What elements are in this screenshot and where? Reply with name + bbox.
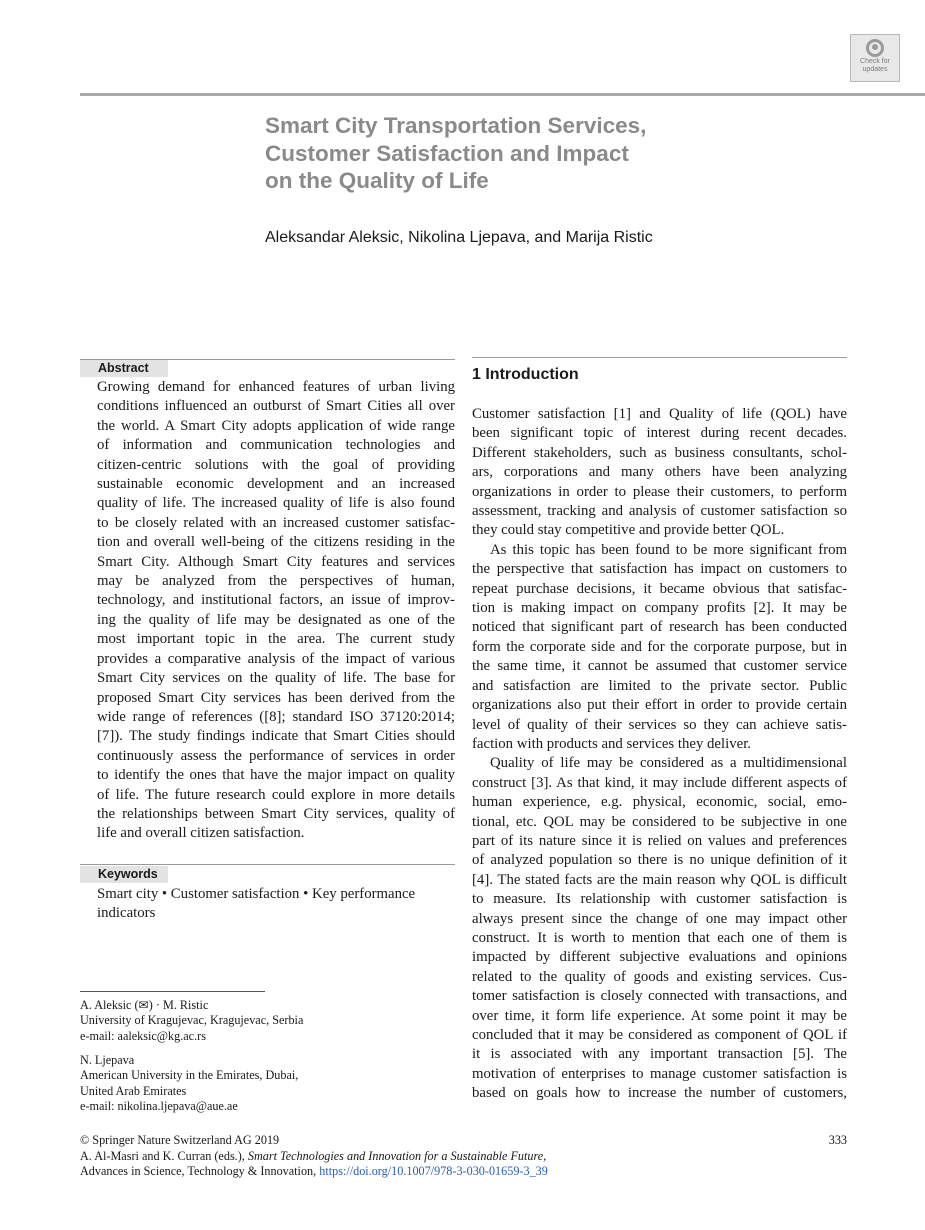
text-line: tion is making impact on company profits [2]. It may be xyxy=(472,600,847,617)
text-line: been significant topic of interest during recent decades. xyxy=(472,425,847,442)
footer-series-row xyxy=(80,1164,847,1180)
text-line: concluded that it may be considered as component of QOL if xyxy=(472,1027,847,1043)
abstract-text xyxy=(97,378,455,844)
text-line: of information and communication technologies and xyxy=(97,437,455,454)
text-line: the relationships between Smart City services, quality of xyxy=(97,805,455,822)
text-line: tion and overall well-being of the citizens residing in the xyxy=(97,534,455,551)
keywords-body xyxy=(97,885,455,924)
footer-copyright-row xyxy=(80,1133,847,1149)
abstract-label: Abstract xyxy=(80,360,168,377)
title-line-3: on the Quality of Life xyxy=(265,168,489,193)
text-line: tomer satisfaction is closely connected with transactions, and xyxy=(472,988,847,1005)
text-line: sustainable economic development and an increased xyxy=(97,476,455,493)
title-line-1: Smart City Transportation Services, xyxy=(265,113,647,138)
text-line: related to the quality of goods and existing services. Cus- xyxy=(472,968,847,985)
text-line: always present since the change of one may impact other xyxy=(472,910,847,927)
text-line: ing the quality of life may be designated as one of the xyxy=(97,611,455,628)
text-line: part of its nature since it is relied on values and preferences xyxy=(472,832,847,849)
crossmark-icon xyxy=(866,39,884,57)
text-line: may be analyzed from the perspectives of human, xyxy=(97,573,455,590)
footer-copyright: © Springer Nature Switzerland AG 2019 xyxy=(80,1133,280,1147)
text-line: construct. It is worth to mention that each one of them is xyxy=(472,929,847,946)
text-line: to identify the ones that have the major impact on quality xyxy=(97,767,455,784)
introduction-rule xyxy=(472,357,847,358)
text-line: Smart City services on the quality of life. The base for xyxy=(97,670,455,687)
text-line: and satisfaction are limited to the private sector. Public xyxy=(472,677,847,694)
text-line: ars, corporations and many others have been analyzing xyxy=(472,464,847,481)
text-line: construct [3]. As that kind, it may include different aspects of xyxy=(472,774,847,791)
text-line: to measure. Its relationship with customer satisfaction is xyxy=(472,891,847,908)
affiliation-country-2: United Arab Emirates xyxy=(80,1083,187,1098)
text-line: conditions influenced an outburst of Smart Cities all over xyxy=(97,398,455,415)
badge-line-1: Check for xyxy=(860,58,890,65)
abstract-body xyxy=(97,378,455,844)
keywords-label: Keywords xyxy=(80,866,168,883)
affiliation-institution-2: American University in the Emirates, Dubai, xyxy=(80,1068,299,1083)
page-footer xyxy=(80,1133,847,1180)
text-line: they could stay competitive and provide better QOL. xyxy=(472,522,785,539)
text-line: wide range of references ([8]; standard ISO 37120:2014; xyxy=(97,708,455,725)
keywords-rule xyxy=(80,864,455,865)
text-line: over time, it form life experience. At some point it may be xyxy=(472,1007,847,1024)
page-number: 333 xyxy=(828,1133,847,1147)
text-line: based on goals how to increase the number of customers, xyxy=(472,1085,847,1102)
text-line: organizations in order to please their customers, to perform xyxy=(472,483,847,500)
intro-paragraph-3 xyxy=(472,754,847,1103)
keywords-line-2: indicators xyxy=(97,905,156,922)
text-line: Quality of life may be considered as a multidimensional xyxy=(490,755,847,772)
text-line: organizations also put their effort in order to provide certain xyxy=(472,697,847,714)
footer-doi-link[interactable]: https://doi.org/10.1007/978-3-030-01659-3_39 xyxy=(319,1164,548,1179)
intro-paragraph-2 xyxy=(472,541,847,754)
text-line: human experience, e.g. physical, economic, social, emo- xyxy=(472,794,847,811)
text-line: As this topic has been found to be more significant from xyxy=(490,541,847,558)
text-line: citizen-centric solutions with the goal of providing xyxy=(97,456,455,473)
text-line: of analyzed population so there is no unique definition of it xyxy=(472,852,847,869)
footer-citation xyxy=(80,1149,847,1165)
title-line-2: Customer Satisfaction and Impact xyxy=(265,140,629,166)
text-line: technology, and institutional factors, an issue of improv- xyxy=(97,592,455,609)
text-line: continuously assess the performance of services in order xyxy=(97,747,455,764)
text-line: faction with products and services they deliver. xyxy=(472,735,752,752)
introduction-body xyxy=(472,405,847,1104)
intro-paragraph-1 xyxy=(472,405,847,541)
text-line: tional, etc. QOL may be considered to be subjective in one xyxy=(472,813,847,830)
affiliation-block-1 xyxy=(80,998,455,1044)
text-line: to be closely related with an increased customer satisfac- xyxy=(97,514,455,531)
text-line: motivation of enterprises to manage customer satisfaction is xyxy=(472,1065,847,1082)
text-line: level of quality of their services so they can achieve satis- xyxy=(472,716,847,733)
text-line: the same time, it cannot be assumed that customer service xyxy=(472,658,847,675)
affiliation-authors-1: A. Aleksic (✉) · M. Ristic xyxy=(80,998,209,1012)
affiliation-block-2 xyxy=(80,1053,455,1114)
footnote-rule xyxy=(80,991,265,992)
text-line: of life. The future research could explore in more details xyxy=(97,786,455,803)
text-line: impacted by different subjective evaluations and opinions xyxy=(472,949,847,966)
text-line: provides a comparative analysis of the impact of various xyxy=(97,650,455,667)
text-line: Different stakeholders, such as business consultants, schol- xyxy=(472,444,847,461)
affiliation-email-2: e-mail: nikolina.ljepava@aue.ae xyxy=(80,1098,238,1113)
author-list: Aleksandar Aleksic, Nikolina Ljepava, and Marija Ristic xyxy=(265,229,653,246)
badge-line-2: updates xyxy=(862,66,888,73)
text-line: the perspective that satisfaction has impact on customers to xyxy=(472,561,847,578)
header-rule xyxy=(80,93,925,96)
affiliation-institution-1: University of Kragujevac, Kragujevac, Serbia xyxy=(80,1013,304,1028)
text-line: [4]. The stated facts are the main reason why QOL is difficult xyxy=(472,871,847,888)
text-line: quality of life. The increased quality of life is also found xyxy=(97,495,455,512)
footer-editors: A. Al-Masri and K. Curran (eds.), xyxy=(80,1148,248,1163)
footer-book-title: Smart Technologies and Innovation for a Sustainable Future xyxy=(247,1148,544,1163)
text-line: Customer satisfaction [1] and Quality of life (QOL) have xyxy=(472,406,847,422)
affiliation-email-1: e-mail: aaleksic@kg.ac.rs xyxy=(80,1028,206,1043)
text-line: proposed Smart City services has been derived from the xyxy=(97,689,455,706)
footer-series: Advances in Science, Technology & Innovation, xyxy=(80,1164,320,1179)
text-line: assessment, tracking and analysis of customer satisfaction so xyxy=(472,503,847,520)
text-line: [7]). The study findings indicate that Smart Cities should xyxy=(97,728,455,745)
text-line: the world. A Smart City adopts application of wide range xyxy=(97,417,455,434)
introduction-heading: 1 Introduction xyxy=(472,366,579,383)
text-line: Smart City. Although Smart City features and services xyxy=(97,553,455,570)
text-line: repeat purchase decisions, it became obvious that satisfac- xyxy=(472,580,847,597)
keywords-line-1: Smart city • Customer satisfaction • Key performance xyxy=(97,886,416,902)
check-for-updates-badge[interactable] xyxy=(850,34,900,82)
text-line: noticed that significant part of research has been conducted xyxy=(472,619,847,636)
text-line: life and overall citizen satisfaction. xyxy=(97,825,305,842)
footer-comma: , xyxy=(543,1148,547,1163)
paper-title xyxy=(265,112,785,195)
text-line: form the corporate side and for the corporate purpose, but in xyxy=(472,638,847,655)
affiliation-authors-2: N. Ljepava xyxy=(80,1053,135,1067)
text-line: it is associated with any important transaction [5]. The xyxy=(472,1046,847,1063)
text-line: Growing demand for enhanced features of urban living xyxy=(97,379,455,395)
text-line: most important topic in the area. The current study xyxy=(97,631,455,648)
